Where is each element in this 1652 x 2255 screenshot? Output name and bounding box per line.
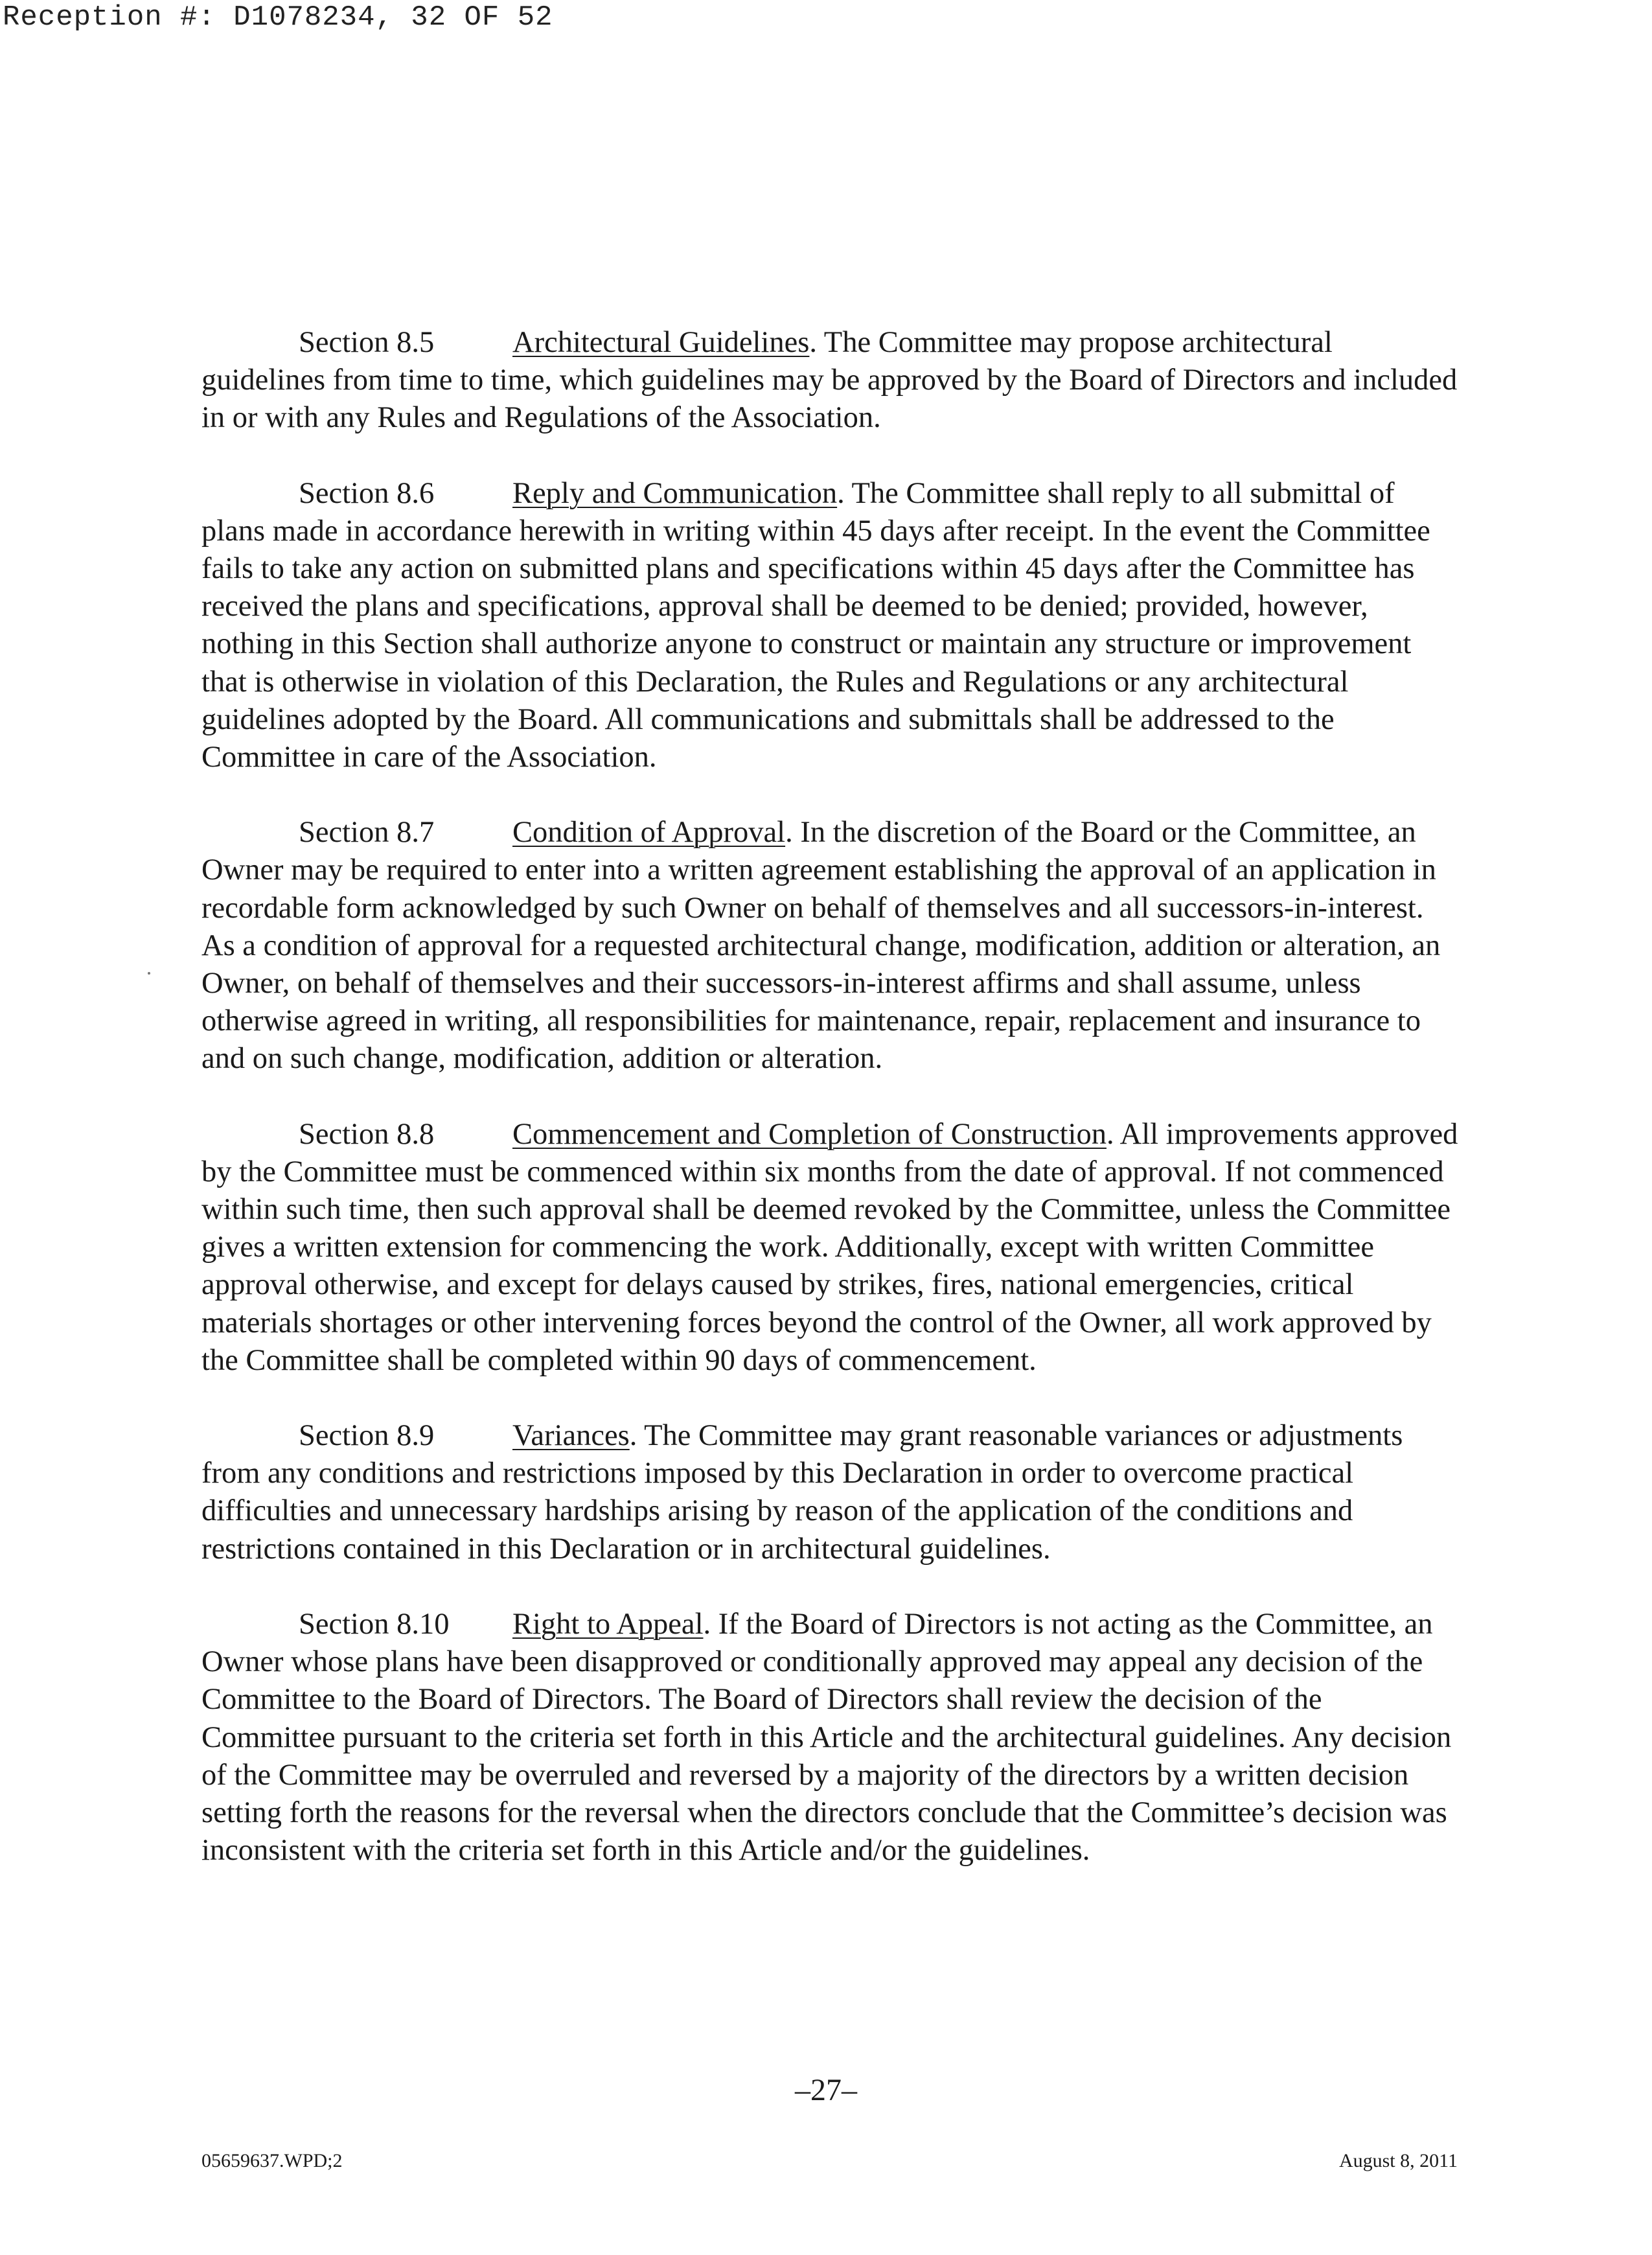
section-8-10: Section 8.10 Right to Appeal. If the Board of Directors is not acting as the Committee, an Owner whose plans have been disapproved or conditionally approved may appeal any decision of the Committee to the Board of Directors. The Board of Directors shall review the decision of the Committee pursuant to the criteria set forth in this Article and the architectural guidelines. Any decision of the Committee may be overruled and reversed by a majority of the directors by a written decision setting forth the reasons for the reversal when the directors conclude that the Committee’s decision was inconsistent with the criteria set forth in this Article and/or the guidelines. <box>201 1606 1458 1869</box>
section-body: All improvements approved by the Committee must be commenced within six months from the date of approval. If not commenced within such time, then such approval shall be deemed revoked by the Committee, unless the Committee gives a written extension for commencing the work. Additionally, except with written Committee approval otherwise, and except for delays caused by strikes, fires, national emergencies, critical materials shortages or other intervening forces beyond the control of the Owner, all work approved by the Committee shall be completed within 90 days of commencement. <box>201 1117 1458 1377</box>
section-body: The Committee may grant reasonable variances or adjustments from any conditions and restrictions imposed by this Declaration in order to overcome practical difficulties and unnecessary hardships arising by reason of the application of the conditions and restrictions contained in this Declaration or in architectural guidelines. <box>201 1419 1403 1566</box>
section-8-5: Section 8.5 Architectural Guidelines. The Committee may propose architectural guidelines from time to time, which guidelines may be approved by the Board of Directors and included in or with any Rules and Regulations of the Association. <box>201 324 1458 437</box>
section-body: The Committee shall reply to all submittal of plans made in accordance herewith in writing within 45 days after receipt. In the event the Committee fails to take any action on submitted plans and specifications within 45 days after the Committee has received the plans and specifications, approval shall be deemed to be denied; provided, however, nothing in this Section shall authorize anyone to construct or maintain any structure or improvement that is otherwise in violation of this Declaration, the Rules and Regulations or any architectural guidelines adopted by the Board. All communications and submittals shall be addressed to the Committee in care of the Association. <box>201 476 1430 774</box>
page-number: –27– <box>795 2073 857 2107</box>
section-title: Architectural Guidelines <box>512 326 810 359</box>
section-title: Right to Appeal <box>512 1607 704 1641</box>
document-id: 05659637.WPD;2 <box>201 2150 343 2171</box>
section-number: Section 8.7 <box>299 816 435 850</box>
document-date: August 8, 2011 <box>1338 2150 1458 2171</box>
scan-speck <box>148 972 150 975</box>
section-8-7: Section 8.7 Condition of Approval. In the discretion of the Board or the Committee, an Owner may be required to enter into a written agreement establishing the approval of an application in recordable form acknowledged by such Owner on behalf of themselves and all successors-in-interest. As a condition of approval for a requested architectural change, modification, addition or alteration, an Owner, on behalf of themselves and their successors-in-interest affirms and shall assume, unless otherwise agreed in writing, all responsibilities for maintenance, repair, replacement and insurance to and on such change, modification, addition or alteration. <box>201 814 1458 1078</box>
section-body: In the discretion of the Board or the Committee, an Owner may be required to enter into a written agreement establishing the approval of an application in recordable form acknowledged by such Owner on behalf of themselves and all successors-in-interest. As a condition of approval for a requested architectural change, modification, addition or alteration, an Owner, on behalf of themselves and their successors-in-interest affirms and shall assume, unless otherwise agreed in writing, all responsibilities for maintenance, repair, replacement and insurance to and on such change, modification, addition or alteration. <box>201 816 1441 1076</box>
section-body: The Committee may propose architectural guidelines from time to time, which guidelines may be approved by the Board of Directors and included in or with any Rules and Regulations of the Association. <box>201 326 1458 435</box>
section-8-9: Section 8.9 Variances. The Committee may grant reasonable variances or adjustments from any conditions and restrictions imposed by this Declaration in order to overcome practical difficulties and unnecessary hardships arising by reason of the application of the conditions and restrictions contained in this Declaration or in architectural guidelines. <box>201 1417 1458 1568</box>
section-title: Reply and Communication <box>512 476 838 510</box>
section-title: Commencement and Completion of Construction <box>512 1117 1107 1151</box>
reception-header: Reception #: D1078234, 32 OF 52 <box>3 1 553 34</box>
section-8-8: Section 8.8 Commencement and Completion of Construction. All improvements approved by the Committee must be commenced within six months from the date of approval. If not commenced within such time, then such approval shall be deemed revoked by the Committee, unless the Committee gives a written extension for commencing the work. Additionally, except with written Committee approval otherwise, and except for delays caused by strikes, fires, national emergencies, critical materials shortages or other intervening forces beyond the control of the Owner, all work approved by the Committee shall be completed within 90 days of commencement. <box>201 1116 1458 1380</box>
section-number: Section 8.8 <box>299 1117 435 1151</box>
section-number: Section 8.9 <box>299 1419 435 1453</box>
section-8-6: Section 8.6 Reply and Communication. The Committee shall reply to all submittal of plans made in accordance herewith in writing within 45 days after receipt. In the event the Committee fails to take any action on submitted plans and specifications within 45 days after the Committee has received the plans and specifications, approval shall be deemed to be denied; provided, however, nothing in this Section shall authorize anyone to construct or maintain any structure or improvement that is otherwise in violation of this Declaration, the Rules and Regulations or any architectural guidelines adopted by the Board. All communications and submittals shall be addressed to the Committee in care of the Association. <box>201 475 1458 777</box>
section-title: Condition of Approval <box>512 816 786 850</box>
section-number: Section 8.10 <box>299 1607 450 1641</box>
document-body <box>201 324 1458 1907</box>
section-number: Section 8.6 <box>299 476 435 510</box>
section-body: If the Board of Directors is not acting as the Committee, an Owner whose plans have been disapproved or conditionally approved may appeal any decision of the Committee to the Board of Directors. The Board of Directors shall review the decision of the Committee pursuant to the criteria set forth in this Article and the architectural guidelines. Any decision of the Committee may be overruled and reversed by a majority of the directors by a written decision setting forth the reasons for the reversal when the directors conclude that the Committee’s decision was inconsistent with the criteria set forth in this Article and/or the guidelines. <box>201 1607 1452 1868</box>
section-title: Variances <box>512 1419 630 1453</box>
section-number: Section 8.5 <box>299 326 435 359</box>
